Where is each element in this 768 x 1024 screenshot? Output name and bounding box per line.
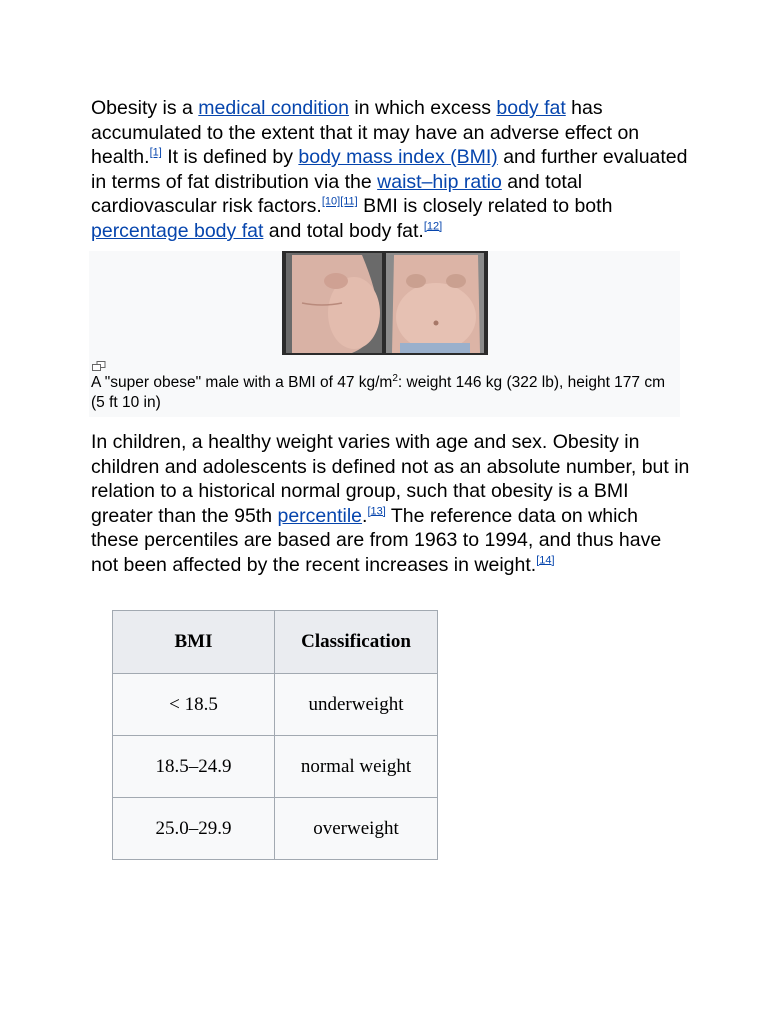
text-run: The reference data on which these percentiles are based are from 1963 to 1994, and thus have not been affected by the recent increases in weight. (91, 504, 662, 576)
text-run: In children, a healthy weight varies with age and sex. Obesity in children and adolescents is defined not as an absolute number, but in relation to a historical normal group, such that obesity is a BMI greater than the 95th (91, 431, 690, 527)
children-paragraph (91, 430, 691, 578)
intro-paragraph (91, 96, 691, 244)
column-header-classification: Classification (275, 611, 438, 674)
column-header-bmi: BMI (113, 611, 275, 674)
text-run: . (362, 504, 368, 527)
text-run: in which excess (348, 97, 497, 119)
figure-box (89, 251, 680, 417)
text-run: It is defined by (161, 146, 299, 169)
table-row (113, 736, 438, 798)
caption-text: : weight 146 kg (322 lb), height 177 cm (5 ft 10 in) (91, 374, 666, 411)
table-row (113, 674, 438, 736)
enlarge-icon[interactable] (92, 361, 106, 371)
text-run: BMI is closely related to both (357, 195, 613, 218)
citation-10[interactable]: [10] (321, 195, 341, 208)
figure-photo[interactable] (282, 251, 488, 355)
link-percentile[interactable]: percentile (277, 504, 363, 527)
citation-12[interactable]: [12] (423, 220, 443, 233)
classification-cell: normal weight (275, 736, 438, 798)
bmi-range-cell: 25.0–29.9 (113, 798, 275, 860)
link-waist-hip-ratio[interactable]: waist–hip ratio (377, 170, 502, 193)
classification-cell: overweight (275, 798, 438, 860)
text-run: Obesity is a (91, 97, 199, 119)
bmi-classification-table (112, 610, 438, 860)
photo-illustration (282, 251, 488, 355)
table-row (113, 798, 438, 860)
link-body-mass-index[interactable]: body mass index (BMI) (298, 146, 498, 169)
text-run: and total cardiovascular risk factors. (91, 170, 583, 218)
table-header-row (113, 611, 438, 674)
caption-text: A "super obese" male with a BMI of 47 kg/m (91, 374, 393, 391)
text-run: and total body fat. (263, 219, 424, 242)
link-body-fat[interactable]: body fat (496, 97, 566, 119)
link-percentage-body-fat[interactable]: percentage body fat (91, 219, 264, 242)
text-run: and further evaluated in terms of fat distribution via the (91, 146, 688, 193)
bmi-range-cell: 18.5–24.9 (113, 736, 275, 798)
citation-11[interactable]: [11] (340, 195, 358, 208)
bmi-range-cell: < 18.5 (113, 674, 275, 736)
citation-1[interactable]: [1] (149, 146, 162, 159)
classification-cell: underweight (275, 674, 438, 736)
citation-13[interactable]: [13] (367, 505, 386, 518)
caption-superscript: 2 (392, 372, 398, 384)
figure-caption (91, 373, 671, 413)
citation-14[interactable]: [14] (536, 554, 555, 567)
text-run: has accumulated to the extent that it may have an adverse effect on health. (91, 97, 640, 169)
link-medical-condition[interactable]: medical condition (198, 97, 349, 119)
